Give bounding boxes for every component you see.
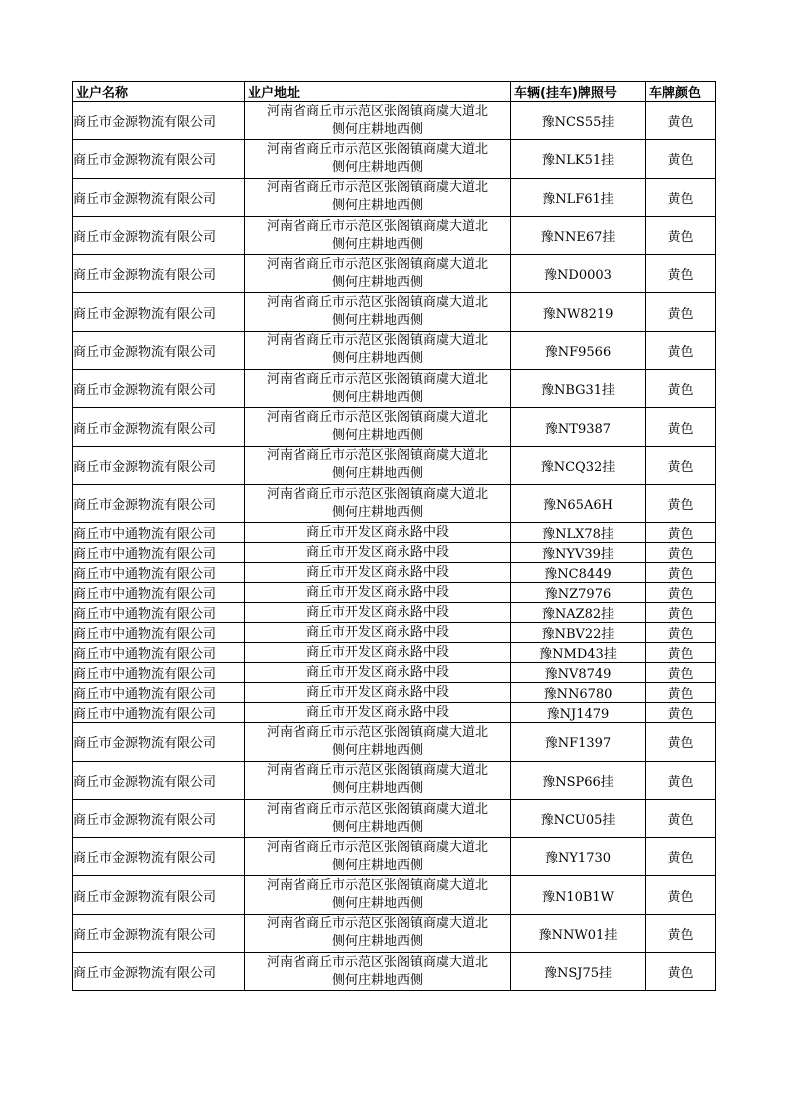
cell-plate-number: 豫NBV22挂 — [511, 623, 646, 643]
cell-business-name: 商丘市金源物流有限公司 — [73, 761, 245, 799]
cell-plate-color: 黄色 — [646, 446, 716, 484]
address-line: 河南省商丘市示范区张阁镇商虞大道北 — [266, 954, 488, 970]
table-row — [73, 370, 716, 408]
address-line: 侧何庄耕地西侧 — [331, 504, 423, 520]
header-plate-color: 车牌颜色 — [646, 82, 716, 102]
address-line: 河南省商丘市示范区张阁镇商虞大道北 — [266, 839, 488, 855]
cell-business-address — [245, 370, 511, 408]
header-business-address: 业户地址 — [245, 82, 511, 102]
cell-business-address — [245, 723, 511, 761]
table-row — [73, 663, 716, 683]
table-row — [73, 484, 716, 522]
header-plate-number: 车辆(挂车)牌照号 — [511, 82, 646, 102]
address-line: 河南省商丘市示范区张阁镇商虞大道北 — [266, 916, 488, 932]
cell-business-address — [245, 953, 511, 991]
vehicle-registry-table — [72, 81, 716, 991]
header-row — [73, 82, 716, 102]
cell-plate-color: 黄色 — [646, 178, 716, 216]
address-line: 侧何庄耕地西侧 — [331, 313, 423, 329]
cell-plate-number: 豫NN6780 — [511, 683, 646, 703]
table-row — [73, 953, 716, 991]
cell-plate-number: 豫NJ1479 — [511, 703, 646, 723]
cell-plate-color: 黄色 — [646, 293, 716, 331]
cell-plate-color: 黄色 — [646, 723, 716, 761]
cell-plate-number: 豫NSJ75挂 — [511, 953, 646, 991]
table-row — [73, 523, 716, 543]
address-line: 侧何庄耕地西侧 — [331, 972, 423, 988]
address-line: 侧何庄耕地西侧 — [331, 781, 423, 797]
table-row — [73, 623, 716, 643]
cell-business-name: 商丘市金源物流有限公司 — [73, 799, 245, 837]
cell-plate-color: 黄色 — [646, 603, 716, 623]
cell-plate-color: 黄色 — [646, 102, 716, 140]
cell-business-address — [245, 523, 511, 543]
cell-plate-color: 黄色 — [646, 914, 716, 952]
table-row — [73, 331, 716, 369]
cell-business-address — [245, 216, 511, 254]
address-line: 河南省商丘市示范区张阁镇商虞大道北 — [266, 763, 488, 779]
cell-plate-number: 豫NF1397 — [511, 723, 646, 761]
cell-business-name: 商丘市金源物流有限公司 — [73, 140, 245, 178]
address-line: 河南省商丘市示范区张阁镇商虞大道北 — [266, 724, 488, 740]
cell-business-address — [245, 663, 511, 683]
address-line: 侧何庄耕地西侧 — [331, 742, 423, 758]
cell-business-name: 商丘市金源物流有限公司 — [73, 876, 245, 914]
cell-business-address — [245, 140, 511, 178]
address-line: 河南省商丘市示范区张阁镇商虞大道北 — [266, 218, 488, 234]
cell-business-address — [245, 446, 511, 484]
address-line: 河南省商丘市示范区张阁镇商虞大道北 — [266, 333, 488, 349]
cell-business-name: 商丘市金源物流有限公司 — [73, 178, 245, 216]
cell-plate-color: 黄色 — [646, 876, 716, 914]
cell-plate-color: 黄色 — [646, 953, 716, 991]
address-line: 河南省商丘市示范区张阁镇商虞大道北 — [266, 180, 488, 196]
cell-business-name: 商丘市金源物流有限公司 — [73, 838, 245, 876]
address-line: 商丘市开发区商永路中段 — [305, 564, 449, 580]
cell-business-address — [245, 683, 511, 703]
cell-plate-number: 豫NV8749 — [511, 663, 646, 683]
address-line: 侧何庄耕地西侧 — [331, 274, 423, 290]
cell-business-address — [245, 331, 511, 369]
cell-business-address — [245, 583, 511, 603]
cell-business-name: 商丘市金源物流有限公司 — [73, 723, 245, 761]
cell-business-address — [245, 703, 511, 723]
cell-business-name: 商丘市金源物流有限公司 — [73, 255, 245, 293]
cell-business-name: 商丘市中通物流有限公司 — [73, 623, 245, 643]
cell-plate-number: 豫NSP66挂 — [511, 761, 646, 799]
address-line: 商丘市开发区商永路中段 — [305, 544, 449, 560]
cell-business-name: 商丘市金源物流有限公司 — [73, 914, 245, 952]
cell-business-address — [245, 178, 511, 216]
cell-plate-color: 黄色 — [646, 683, 716, 703]
address-line: 侧何庄耕地西侧 — [331, 159, 423, 175]
address-line: 商丘市开发区商永路中段 — [305, 524, 449, 540]
cell-business-address — [245, 484, 511, 522]
cell-business-address — [245, 255, 511, 293]
cell-business-address — [245, 799, 511, 837]
address-line: 侧何庄耕地西侧 — [331, 857, 423, 873]
cell-plate-color: 黄色 — [646, 663, 716, 683]
cell-plate-number: 豫NMD43挂 — [511, 643, 646, 663]
cell-business-name: 商丘市中通物流有限公司 — [73, 603, 245, 623]
cell-plate-color: 黄色 — [646, 523, 716, 543]
cell-plate-number: 豫NF9566 — [511, 331, 646, 369]
table-row — [73, 216, 716, 254]
address-line: 河南省商丘市示范区张阁镇商虞大道北 — [266, 141, 488, 157]
address-line: 商丘市开发区商永路中段 — [305, 644, 449, 660]
cell-plate-color: 黄色 — [646, 563, 716, 583]
address-line: 侧何庄耕地西侧 — [331, 121, 423, 137]
cell-plate-number: 豫NCU05挂 — [511, 799, 646, 837]
cell-plate-number: 豫NY1730 — [511, 838, 646, 876]
table-row — [73, 140, 716, 178]
cell-plate-number: 豫NNW01挂 — [511, 914, 646, 952]
address-line: 侧何庄耕地西侧 — [331, 428, 423, 444]
table-row — [73, 408, 716, 446]
cell-business-name: 商丘市中通物流有限公司 — [73, 543, 245, 563]
cell-plate-color: 黄色 — [646, 370, 716, 408]
cell-plate-number: 豫NCQ32挂 — [511, 446, 646, 484]
header-business-name: 业户名称 — [73, 82, 245, 102]
address-line: 侧何庄耕地西侧 — [331, 466, 423, 482]
cell-plate-number: 豫ND0003 — [511, 255, 646, 293]
table-row — [73, 563, 716, 583]
cell-business-name: 商丘市中通物流有限公司 — [73, 683, 245, 703]
cell-plate-color: 黄色 — [646, 408, 716, 446]
address-line: 河南省商丘市示范区张阁镇商虞大道北 — [266, 410, 488, 426]
address-line: 侧何庄耕地西侧 — [331, 236, 423, 252]
cell-business-address — [245, 102, 511, 140]
address-line: 河南省商丘市示范区张阁镇商虞大道北 — [266, 103, 488, 119]
cell-business-address — [245, 761, 511, 799]
table-row — [73, 543, 716, 563]
cell-business-name: 商丘市中通物流有限公司 — [73, 523, 245, 543]
cell-plate-color: 黄色 — [646, 255, 716, 293]
cell-business-name: 商丘市中通物流有限公司 — [73, 643, 245, 663]
address-line: 商丘市开发区商永路中段 — [305, 624, 449, 640]
cell-plate-number: 豫NZ7976 — [511, 583, 646, 603]
cell-business-name: 商丘市中通物流有限公司 — [73, 563, 245, 583]
address-line: 商丘市开发区商永路中段 — [305, 704, 449, 720]
cell-business-name: 商丘市金源物流有限公司 — [73, 446, 245, 484]
cell-business-name: 商丘市金源物流有限公司 — [73, 331, 245, 369]
table-row — [73, 683, 716, 703]
cell-business-address — [245, 563, 511, 583]
cell-plate-number: 豫NT9387 — [511, 408, 646, 446]
cell-business-name: 商丘市金源物流有限公司 — [73, 216, 245, 254]
cell-business-name: 商丘市中通物流有限公司 — [73, 663, 245, 683]
cell-business-address — [245, 876, 511, 914]
address-line: 河南省商丘市示范区张阁镇商虞大道北 — [266, 878, 488, 894]
table-row — [73, 255, 716, 293]
cell-plate-color: 黄色 — [646, 623, 716, 643]
cell-plate-color: 黄色 — [646, 761, 716, 799]
address-line: 侧何庄耕地西侧 — [331, 934, 423, 950]
cell-plate-color: 黄色 — [646, 583, 716, 603]
cell-plate-number: 豫N10B1W — [511, 876, 646, 914]
cell-business-address — [245, 623, 511, 643]
cell-plate-number: 豫NCS55挂 — [511, 102, 646, 140]
cell-business-name: 商丘市金源物流有限公司 — [73, 102, 245, 140]
cell-business-name: 商丘市金源物流有限公司 — [73, 408, 245, 446]
cell-business-name: 商丘市金源物流有限公司 — [73, 370, 245, 408]
table-row — [73, 838, 716, 876]
address-line: 商丘市开发区商永路中段 — [305, 584, 449, 600]
cell-plate-color: 黄色 — [646, 331, 716, 369]
address-line: 河南省商丘市示范区张阁镇商虞大道北 — [266, 256, 488, 272]
cell-business-address — [245, 643, 511, 663]
cell-business-name: 商丘市金源物流有限公司 — [73, 953, 245, 991]
cell-business-name: 商丘市金源物流有限公司 — [73, 293, 245, 331]
cell-plate-number: 豫N65A6H — [511, 484, 646, 522]
table-row — [73, 603, 716, 623]
cell-business-name: 商丘市中通物流有限公司 — [73, 703, 245, 723]
cell-plate-color: 黄色 — [646, 703, 716, 723]
address-line: 河南省商丘市示范区张阁镇商虞大道北 — [266, 801, 488, 817]
table-body — [73, 102, 716, 991]
cell-plate-color: 黄色 — [646, 799, 716, 837]
table-row — [73, 583, 716, 603]
table-row — [73, 914, 716, 952]
address-line: 河南省商丘市示范区张阁镇商虞大道北 — [266, 371, 488, 387]
cell-plate-color: 黄色 — [646, 216, 716, 254]
table-row — [73, 102, 716, 140]
table-row — [73, 761, 716, 799]
table-row — [73, 799, 716, 837]
address-line: 河南省商丘市示范区张阁镇商虞大道北 — [266, 448, 488, 464]
cell-plate-number: 豫NYV39挂 — [511, 543, 646, 563]
cell-plate-number: 豫NLX78挂 — [511, 523, 646, 543]
address-line: 商丘市开发区商永路中段 — [305, 604, 449, 620]
cell-plate-number: 豫NAZ82挂 — [511, 603, 646, 623]
cell-plate-number: 豫NLK51挂 — [511, 140, 646, 178]
table-row — [73, 178, 716, 216]
cell-business-address — [245, 293, 511, 331]
table-row — [73, 703, 716, 723]
cell-business-address — [245, 603, 511, 623]
cell-plate-number: 豫NLF61挂 — [511, 178, 646, 216]
address-line: 侧何庄耕地西侧 — [331, 198, 423, 214]
cell-business-address — [245, 543, 511, 563]
cell-plate-number: 豫NBG31挂 — [511, 370, 646, 408]
cell-business-name: 商丘市中通物流有限公司 — [73, 583, 245, 603]
address-line: 商丘市开发区商永路中段 — [305, 684, 449, 700]
address-line: 侧何庄耕地西侧 — [331, 819, 423, 835]
cell-plate-color: 黄色 — [646, 140, 716, 178]
address-line: 侧何庄耕地西侧 — [331, 389, 423, 405]
table-row — [73, 293, 716, 331]
address-line: 河南省商丘市示范区张阁镇商虞大道北 — [266, 486, 488, 502]
address-line: 河南省商丘市示范区张阁镇商虞大道北 — [266, 295, 488, 311]
cell-plate-number: 豫NNE67挂 — [511, 216, 646, 254]
cell-plate-number: 豫NC8449 — [511, 563, 646, 583]
table-row — [73, 876, 716, 914]
table-row — [73, 446, 716, 484]
cell-plate-color: 黄色 — [646, 484, 716, 522]
cell-plate-color: 黄色 — [646, 838, 716, 876]
cell-business-address — [245, 408, 511, 446]
address-line: 侧何庄耕地西侧 — [331, 351, 423, 367]
table-row — [73, 643, 716, 663]
cell-plate-number: 豫NW8219 — [511, 293, 646, 331]
cell-plate-color: 黄色 — [646, 643, 716, 663]
cell-plate-color: 黄色 — [646, 543, 716, 563]
address-line: 商丘市开发区商永路中段 — [305, 664, 449, 680]
cell-business-address — [245, 914, 511, 952]
table-row — [73, 723, 716, 761]
address-line: 侧何庄耕地西侧 — [331, 896, 423, 912]
cell-business-address — [245, 838, 511, 876]
cell-business-name: 商丘市金源物流有限公司 — [73, 484, 245, 522]
